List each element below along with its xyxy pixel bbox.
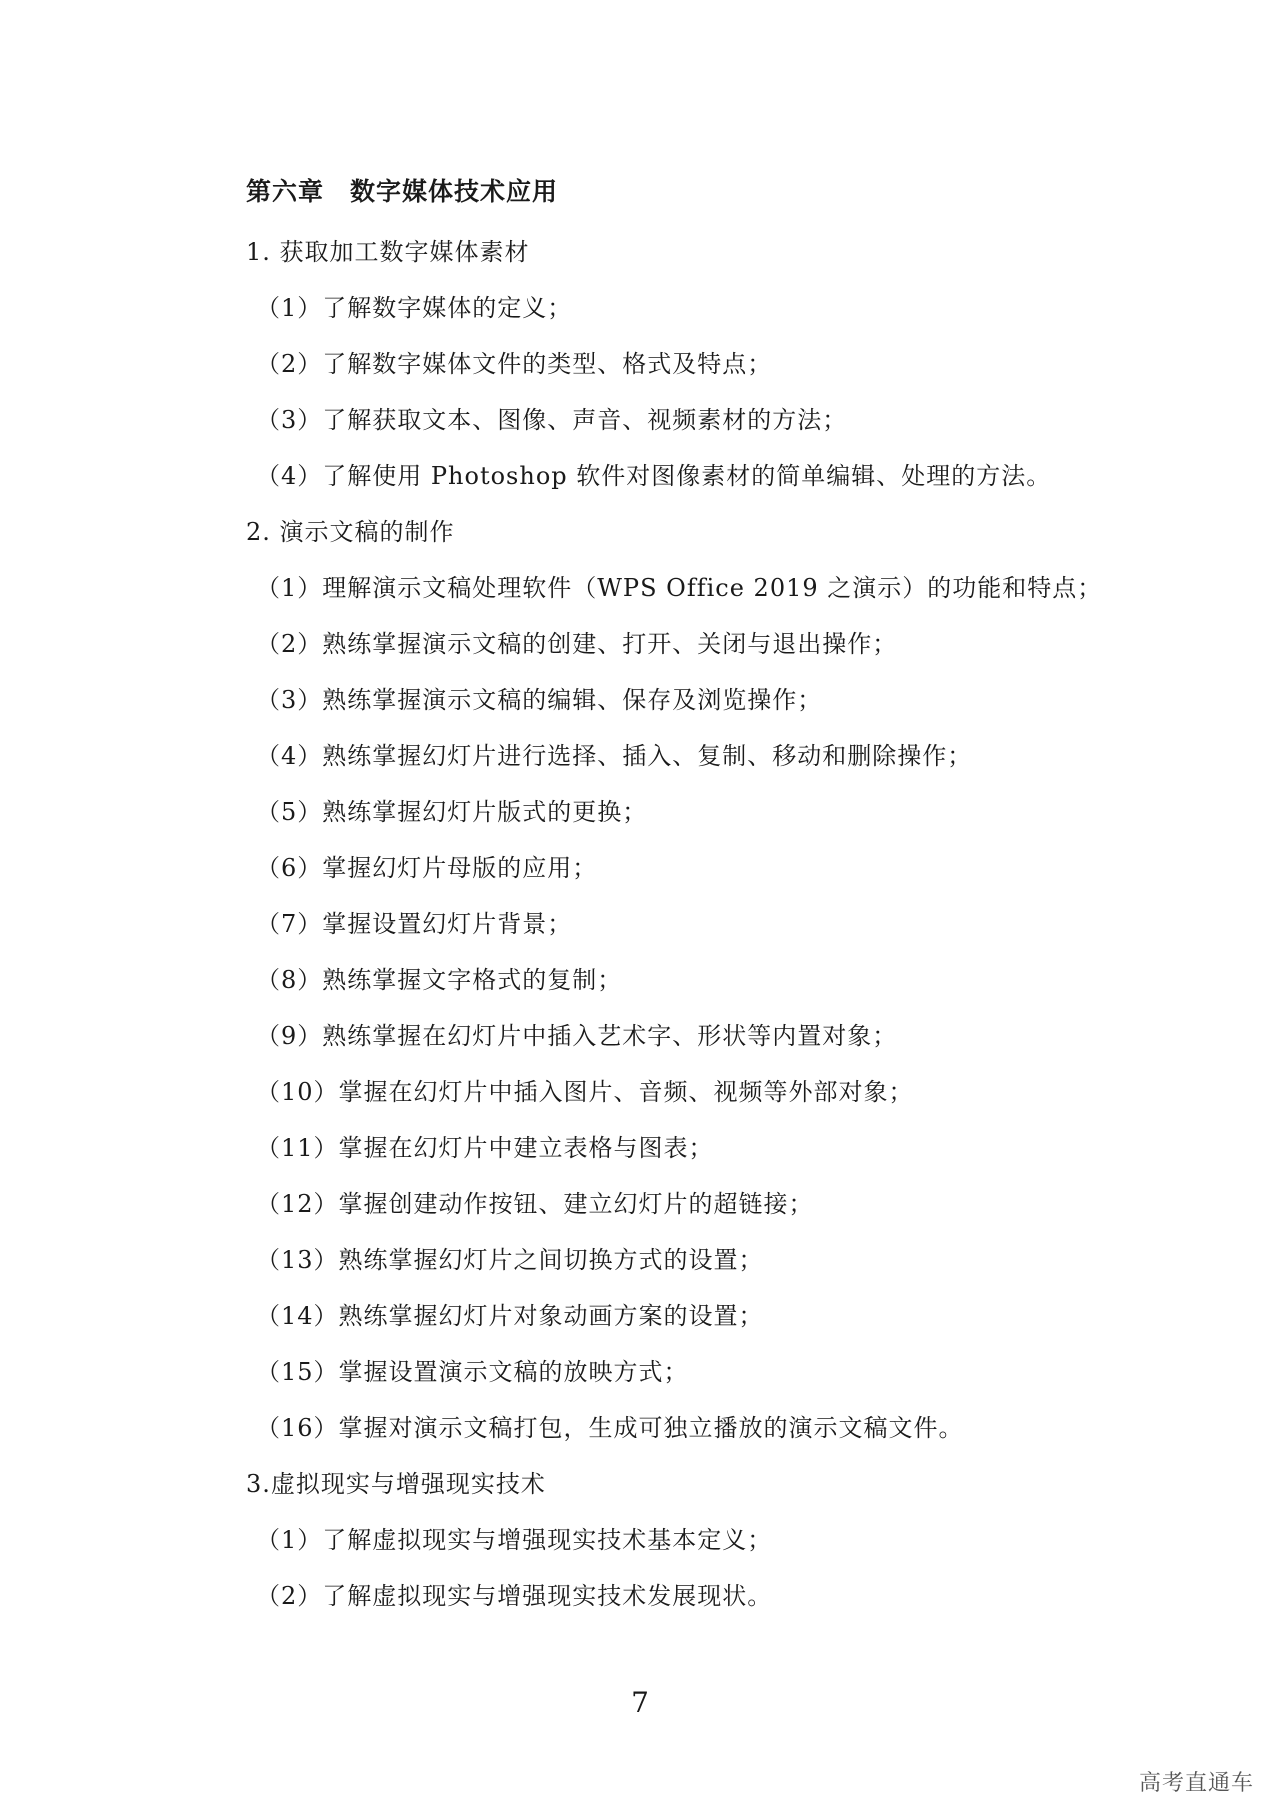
list-item: （12）掌握创建动作按钮、建立幻灯片的超链接； xyxy=(256,1190,814,1218)
list-item: （13）熟练掌握幻灯片之间切换方式的设置； xyxy=(256,1246,764,1274)
list-item: （1）了解虚拟现实与增强现实技术基本定义； xyxy=(256,1526,773,1554)
section-heading-1: 1. 获取加工数字媒体素材 xyxy=(246,238,530,266)
section-heading-3: 3.虚拟现实与增强现实技术 xyxy=(246,1470,546,1498)
list-item: （15）掌握设置演示文稿的放映方式； xyxy=(256,1358,689,1386)
page-number: 7 xyxy=(631,1686,649,1719)
list-item: （5）熟练掌握幻灯片版式的更换； xyxy=(256,798,648,826)
list-item: （7）掌握设置幻灯片背景； xyxy=(256,910,573,938)
list-item: （16）掌握对演示文稿打包，生成可独立播放的演示文稿文件。 xyxy=(256,1414,964,1442)
list-item: （10）掌握在幻灯片中插入图片、音频、视频等外部对象； xyxy=(256,1078,914,1106)
list-item: （8）熟练掌握文字格式的复制； xyxy=(256,966,623,994)
chapter-title: 第六章 数字媒体技术应用 xyxy=(246,177,559,206)
list-item: （1）理解演示文稿处理软件（WPS Office 2019 之演示）的功能和特点； xyxy=(256,574,1103,602)
list-item: （3）了解获取文本、图像、声音、视频素材的方法； xyxy=(256,406,848,434)
list-item: （11）掌握在幻灯片中建立表格与图表； xyxy=(256,1134,714,1162)
list-item: （4）了解使用 Photoshop 软件对图像素材的简单编辑、处理的方法。 xyxy=(256,462,1052,490)
section-heading-2: 2. 演示文稿的制作 xyxy=(246,518,455,546)
list-item: （2）了解虚拟现实与增强现实技术发展现状。 xyxy=(256,1582,773,1610)
list-item: （3）熟练掌握演示文稿的编辑、保存及浏览操作； xyxy=(256,686,823,714)
list-item: （2）熟练掌握演示文稿的创建、打开、关闭与退出操作； xyxy=(256,630,898,658)
list-item: （6）掌握幻灯片母版的应用； xyxy=(256,854,598,882)
list-item: （4）熟练掌握幻灯片进行选择、插入、复制、移动和删除操作； xyxy=(256,742,973,770)
list-item: （1）了解数字媒体的定义； xyxy=(256,294,573,322)
list-item: （2）了解数字媒体文件的类型、格式及特点； xyxy=(256,350,773,378)
list-item: （14）熟练掌握幻灯片对象动画方案的设置； xyxy=(256,1302,764,1330)
watermark-text: 高考直通车 xyxy=(1138,1771,1254,1796)
list-item: （9）熟练掌握在幻灯片中插入艺术字、形状等内置对象； xyxy=(256,1022,898,1050)
